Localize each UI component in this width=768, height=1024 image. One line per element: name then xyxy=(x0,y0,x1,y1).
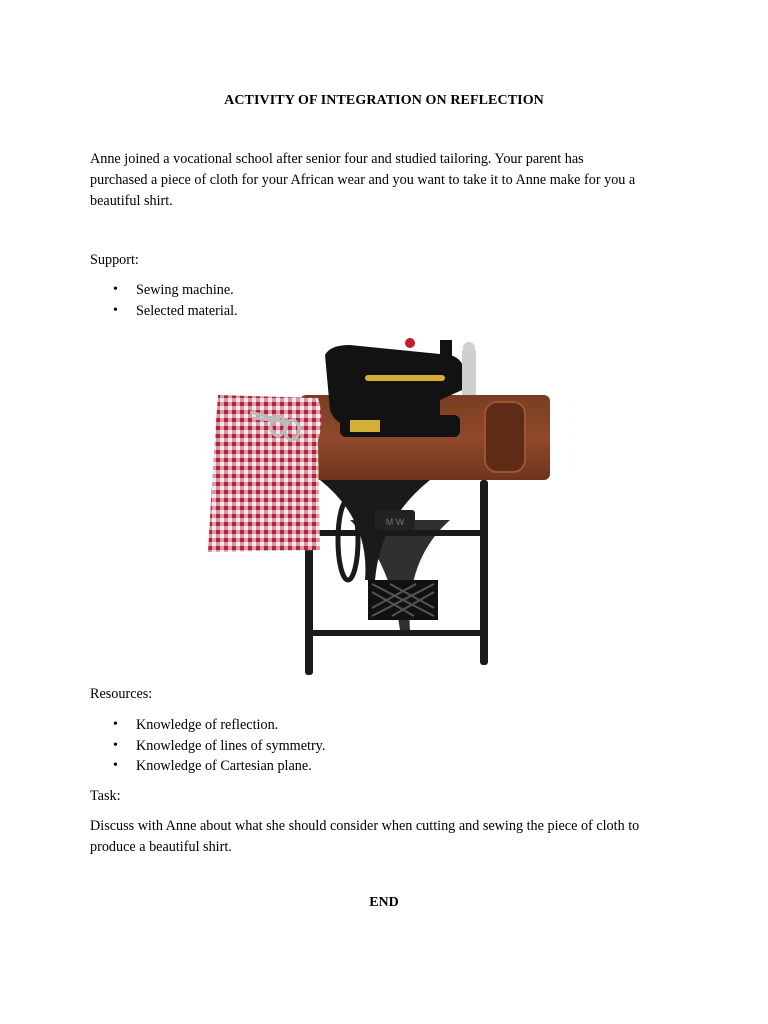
support-item-label: Sewing machine. xyxy=(136,282,234,298)
resource-item-label: Knowledge of reflection. xyxy=(136,717,279,733)
bullet-icon: • xyxy=(113,282,118,297)
end-label: END xyxy=(369,895,399,910)
bullet-icon: • xyxy=(113,737,118,753)
resources-heading: Resources: xyxy=(90,686,153,702)
badge-text: M W xyxy=(385,517,405,527)
list-item xyxy=(90,301,238,322)
support-heading: Support: xyxy=(90,252,139,268)
list-item xyxy=(90,756,325,777)
resource-item-label: Knowledge of Cartesian plane. xyxy=(136,758,312,774)
task-heading: Task: xyxy=(90,788,121,804)
list-item xyxy=(90,736,325,757)
bullet-icon: • xyxy=(113,717,118,732)
treadle-pedal xyxy=(368,580,438,620)
sewing-machine-illustration xyxy=(200,330,560,680)
task-line: produce a beautiful shirt. xyxy=(90,839,232,855)
support-item-label: Selected material. xyxy=(136,302,238,319)
intro-line: beautiful shirt. xyxy=(90,193,173,209)
page-title: ACTIVITY OF INTEGRATION ON REFLECTION xyxy=(224,93,544,108)
task-paragraph xyxy=(90,816,700,858)
support-list xyxy=(90,280,238,321)
intro-paragraph xyxy=(90,149,690,212)
iron-stand xyxy=(305,480,488,675)
intro-line: purchased a piece of cloth for your African wear and you want to take it to Anne make for you a xyxy=(90,172,636,188)
list-item xyxy=(90,715,325,736)
task-line: Discuss with Anne about what she should consider when cutting and sewing the piece of cloth to xyxy=(90,818,640,834)
intro-line: Anne joined a vocational school after senior four and studied tailoring. Your parent has xyxy=(90,151,584,167)
resources-list xyxy=(90,715,325,777)
machine-head xyxy=(325,338,476,437)
bullet-icon: • xyxy=(113,758,118,773)
list-item xyxy=(90,280,238,301)
bullet-icon: • xyxy=(113,302,118,318)
resource-item-label: Knowledge of lines of symmetry. xyxy=(136,737,326,754)
flywheel xyxy=(338,500,358,580)
